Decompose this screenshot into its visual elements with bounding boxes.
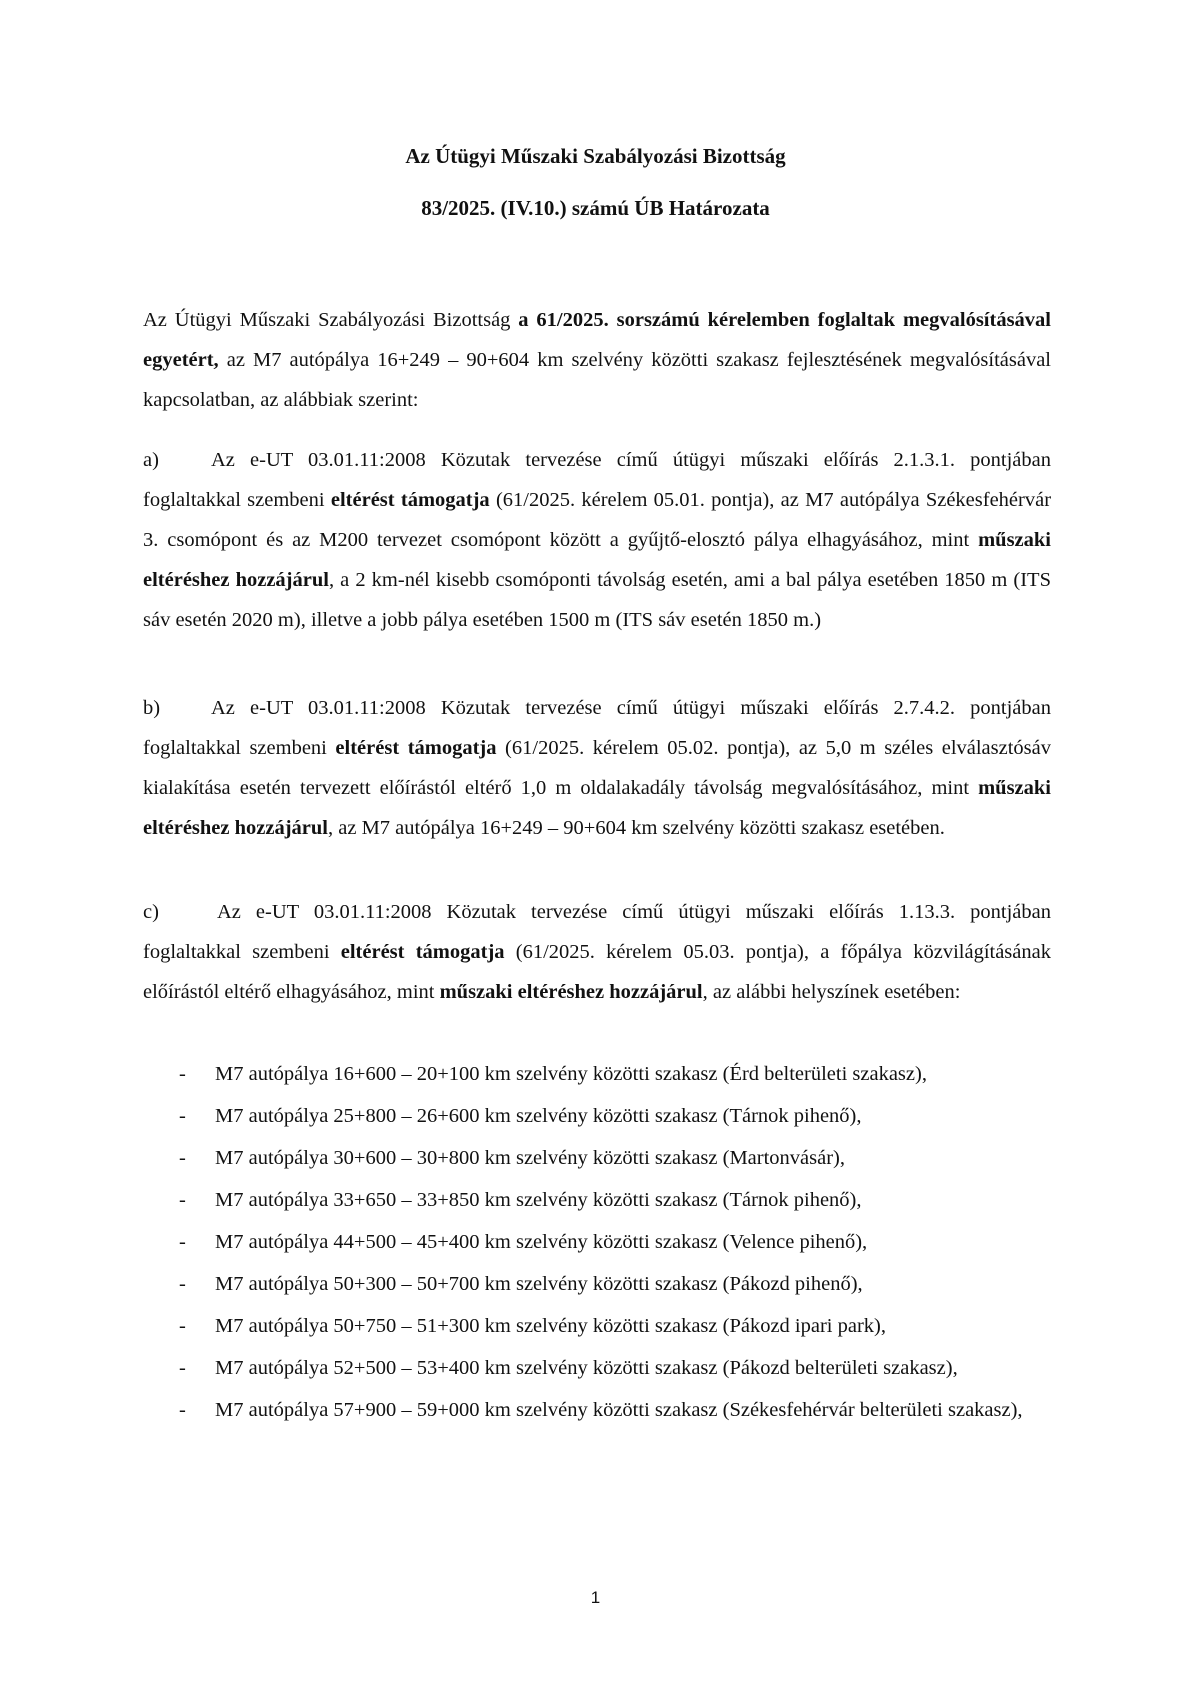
list-item-text: M7 autópálya 57+900 – 59+000 km szelvény közötti szakasz (Székesfehérvár belterületi szakasz), <box>215 1399 1023 1421</box>
location-list <box>143 1054 1051 1432</box>
document-title: Az Útügyi Műszaki Szabályozási Bizottság <box>405 144 786 168</box>
item-a-bold-1: eltérést támogatja <box>330 489 490 511</box>
list-item-text: M7 autópálya 16+600 – 20+100 km szelvény közötti szakasz (Érd belterületi szakasz), <box>215 1063 927 1085</box>
list-dash: - <box>179 1399 186 1421</box>
list-dash: - <box>179 1189 186 1211</box>
list-dash: - <box>179 1273 186 1295</box>
item-marker-c: c) <box>143 901 159 923</box>
list-item-text: M7 autópálya 50+300 – 50+700 km szelvény közötti szakasz (Pákozd pihenő), <box>215 1273 863 1295</box>
item-c-text-2: (61/2025. kérelem 05.03. pontja), a főpálya közvilágításának előírástól eltérő elhagyásához, mint <box>143 941 1051 1003</box>
list-item <box>143 1264 1051 1304</box>
item-c <box>143 892 1051 1012</box>
item-b-text-1: Az e-UT 03.01.11:2008 Közutak tervezése című útügyi műszaki előírás 2.7.4.2. pontjában foglaltakkal szembeni <box>143 697 1051 759</box>
list-item <box>143 1348 1051 1388</box>
list-item-text: M7 autópálya 25+800 – 26+600 km szelvény közötti szakasz (Tárnok pihenő), <box>215 1105 862 1127</box>
list-item-text: M7 autópálya 52+500 – 53+400 km szelvény közötti szakasz (Pákozd belterületi szakasz), <box>215 1357 958 1379</box>
resolution-number: 83/2025. (IV.10.) számú ÚB Határozata <box>421 196 770 220</box>
item-b-text-2: (61/2025. kérelem 05.02. pontja), az 5,0 m széles elválasztósáv kialakítása esetén tervezett előírástól eltérő 1,0 m oldalakadály távolság megvalósításához, mint <box>143 737 1052 799</box>
intro-bold-1: a 61/2025. sorszámú kérelemben foglaltak megvalósításával egyetért, <box>143 309 1051 371</box>
item-a-bold-2: műszaki eltéréshez hozzájárul <box>143 529 1051 591</box>
item-a <box>143 440 1051 640</box>
item-b <box>143 688 1051 848</box>
list-dash: - <box>179 1315 186 1337</box>
list-item-text: M7 autópálya 44+500 – 45+400 km szelvény közötti szakasz (Velence pihenő), <box>215 1231 868 1253</box>
list-dash: - <box>179 1105 186 1127</box>
item-b-bold-1: eltérést támogatja <box>335 737 497 759</box>
list-item-text: M7 autópálya 30+600 – 30+800 km szelvény közötti szakasz (Martonvásár), <box>215 1147 845 1169</box>
intro-paragraph <box>143 300 1051 420</box>
item-b-bold-2: műszaki eltéréshez hozzájárul <box>143 777 1051 839</box>
item-b-text-3: , az M7 autópálya 16+249 – 90+604 km szelvény közötti szakasz esetében. <box>328 817 945 839</box>
list-item <box>143 1180 1051 1220</box>
item-c-text-1: Az e-UT 03.01.11:2008 Közutak tervezése című útügyi műszaki előírás 1.13.3. pontjában foglaltakkal szembeni <box>143 901 1051 963</box>
item-marker-a: a) <box>143 449 159 471</box>
list-dash: - <box>179 1231 186 1253</box>
intro-text-2: az M7 autópálya 16+249 – 90+604 km szelvény közötti szakasz fejlesztésének megvalósításával kapcsolatban, az alábbiak szerint: <box>143 349 1051 411</box>
item-a-text-2: (61/2025. kérelem 05.01. pontja), az M7 autópálya Székesfehérvár 3. csomópont és az M200 tervezet csomópont között a gyűjtő-elosztó pálya elhagyásához, mint <box>143 489 1052 551</box>
page-number: 1 <box>590 1588 601 1607</box>
list-dash: - <box>179 1063 186 1085</box>
item-c-bold-1: eltérést támogatja <box>340 941 505 963</box>
list-item <box>143 1138 1051 1178</box>
list-item-text: M7 autópálya 33+650 – 33+850 km szelvény közötti szakasz (Tárnok pihenő), <box>215 1189 862 1211</box>
list-item <box>143 1222 1051 1262</box>
item-c-text-3: , az alábbi helyszínek esetében: <box>702 981 961 1003</box>
list-item <box>143 1096 1051 1136</box>
item-a-text-1: Az e-UT 03.01.11:2008 Közutak tervezése című útügyi műszaki előírás 2.1.3.1. pontjában foglaltakkal szembeni <box>143 449 1051 511</box>
list-item <box>143 1390 1051 1430</box>
item-a-text-3: , a 2 km-nél kisebb csomóponti távolság esetén, ami a bal pálya esetében 1850 m (ITS sáv esetén 2020 m), illetve a jobb pálya esetében 1500 m (ITS sáv esetén 1850 m.) <box>143 569 1051 631</box>
list-dash: - <box>179 1147 186 1169</box>
list-dash: - <box>179 1357 186 1379</box>
list-item <box>143 1306 1051 1346</box>
list-item <box>143 1054 1051 1094</box>
item-c-bold-2: műszaki eltéréshez hozzájárul <box>439 981 703 1003</box>
intro-text-1: Az Útügyi Műszaki Szabályozási Bizottság <box>143 309 519 331</box>
item-marker-b: b) <box>143 697 161 719</box>
list-item-text: M7 autópálya 50+750 – 51+300 km szelvény közötti szakasz (Pákozd ipari park), <box>215 1315 886 1337</box>
